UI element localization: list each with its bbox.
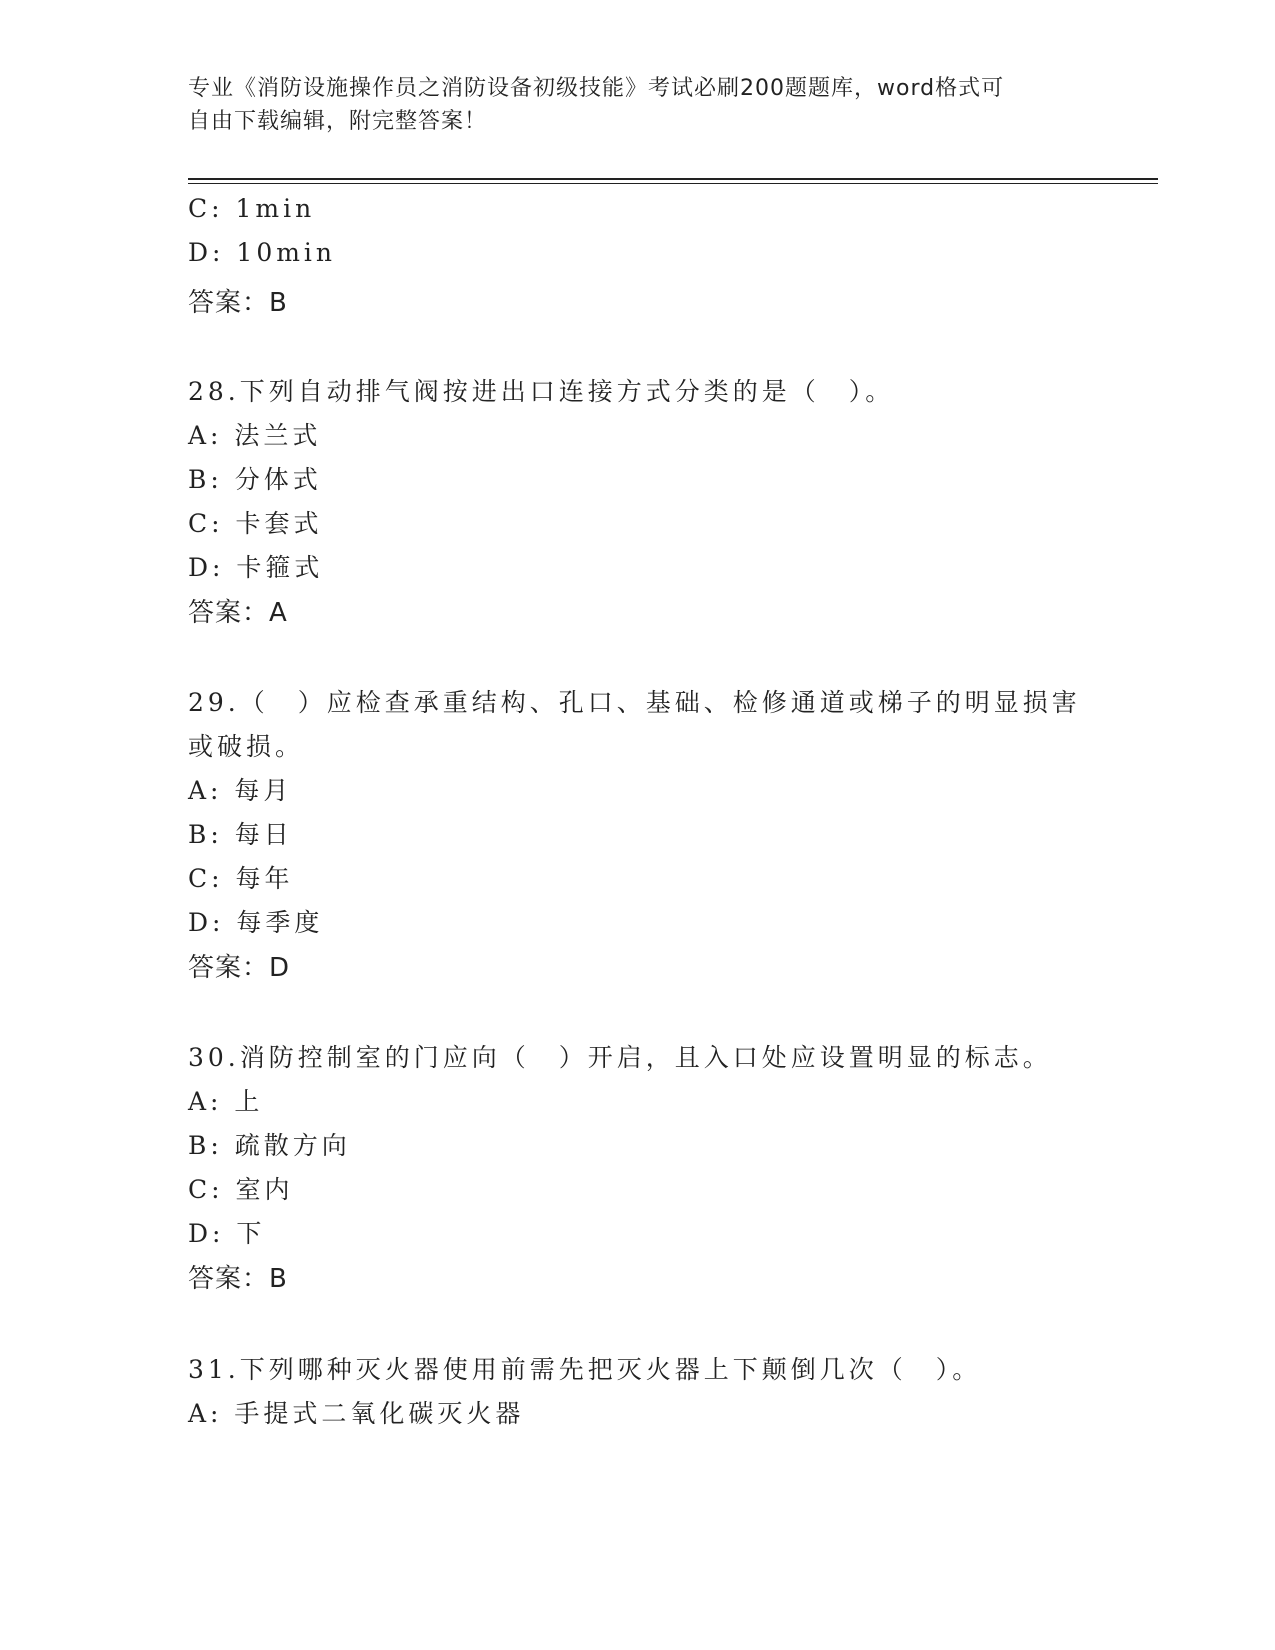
header-line-1: 专业《消防设施操作员之消防设备初级技能》考试必刷200题题库，word格式可 [188,76,1005,101]
q28-option-a: A: 法兰式 [188,421,322,450]
q29-answer: 答案：D [188,953,291,983]
q30-option-b: B: 疏散方向 [188,1131,351,1160]
q31-option-a: A: 手提式二氧化碳灭火器 [188,1399,525,1428]
header-line-2: 自由下载编辑，附完整答案！ [188,109,488,134]
header-rule-thin [188,183,1158,184]
q28-question: 28.下列自动排气阀按进出口连接方式分类的是（ ）。 [188,377,895,406]
q29-option-d: D: 每季度 [188,908,324,937]
q29-question-line-1: 29.（ ）应检查承重结构、孔口、基础、检修通道或梯子的明显损害 [188,688,1081,717]
q27-option-c: C: 1min [188,194,316,223]
q29-option-a: A: 每月 [188,776,293,805]
q29-question-line-2: 或破损。 [188,732,305,761]
q29-option-c: C: 每年 [188,864,294,893]
q30-option-c: C: 室内 [188,1175,294,1204]
document-header [188,72,1088,138]
header-rule-thick [188,178,1158,180]
q28-answer: 答案：A [188,598,288,628]
q29-option-b: B: 每日 [188,820,293,849]
q30-option-d: D: 下 [188,1219,266,1248]
q27-answer: 答案：B [188,288,288,318]
q28-option-c: C: 卡套式 [188,509,323,538]
q30-answer: 答案：B [188,1264,288,1294]
q30-option-a: A: 上 [188,1087,264,1116]
q27-option-d: D: 10min [188,238,337,267]
q31-question: 31.下列哪种灭火器使用前需先把灭火器上下颠倒几次（ ）。 [188,1355,982,1384]
q28-option-d: D: 卡箍式 [188,553,324,582]
q28-option-b: B: 分体式 [188,465,322,494]
q30-question: 30.消防控制室的门应向（ ）开启，且入口处应设置明显的标志。 [188,1043,1052,1072]
